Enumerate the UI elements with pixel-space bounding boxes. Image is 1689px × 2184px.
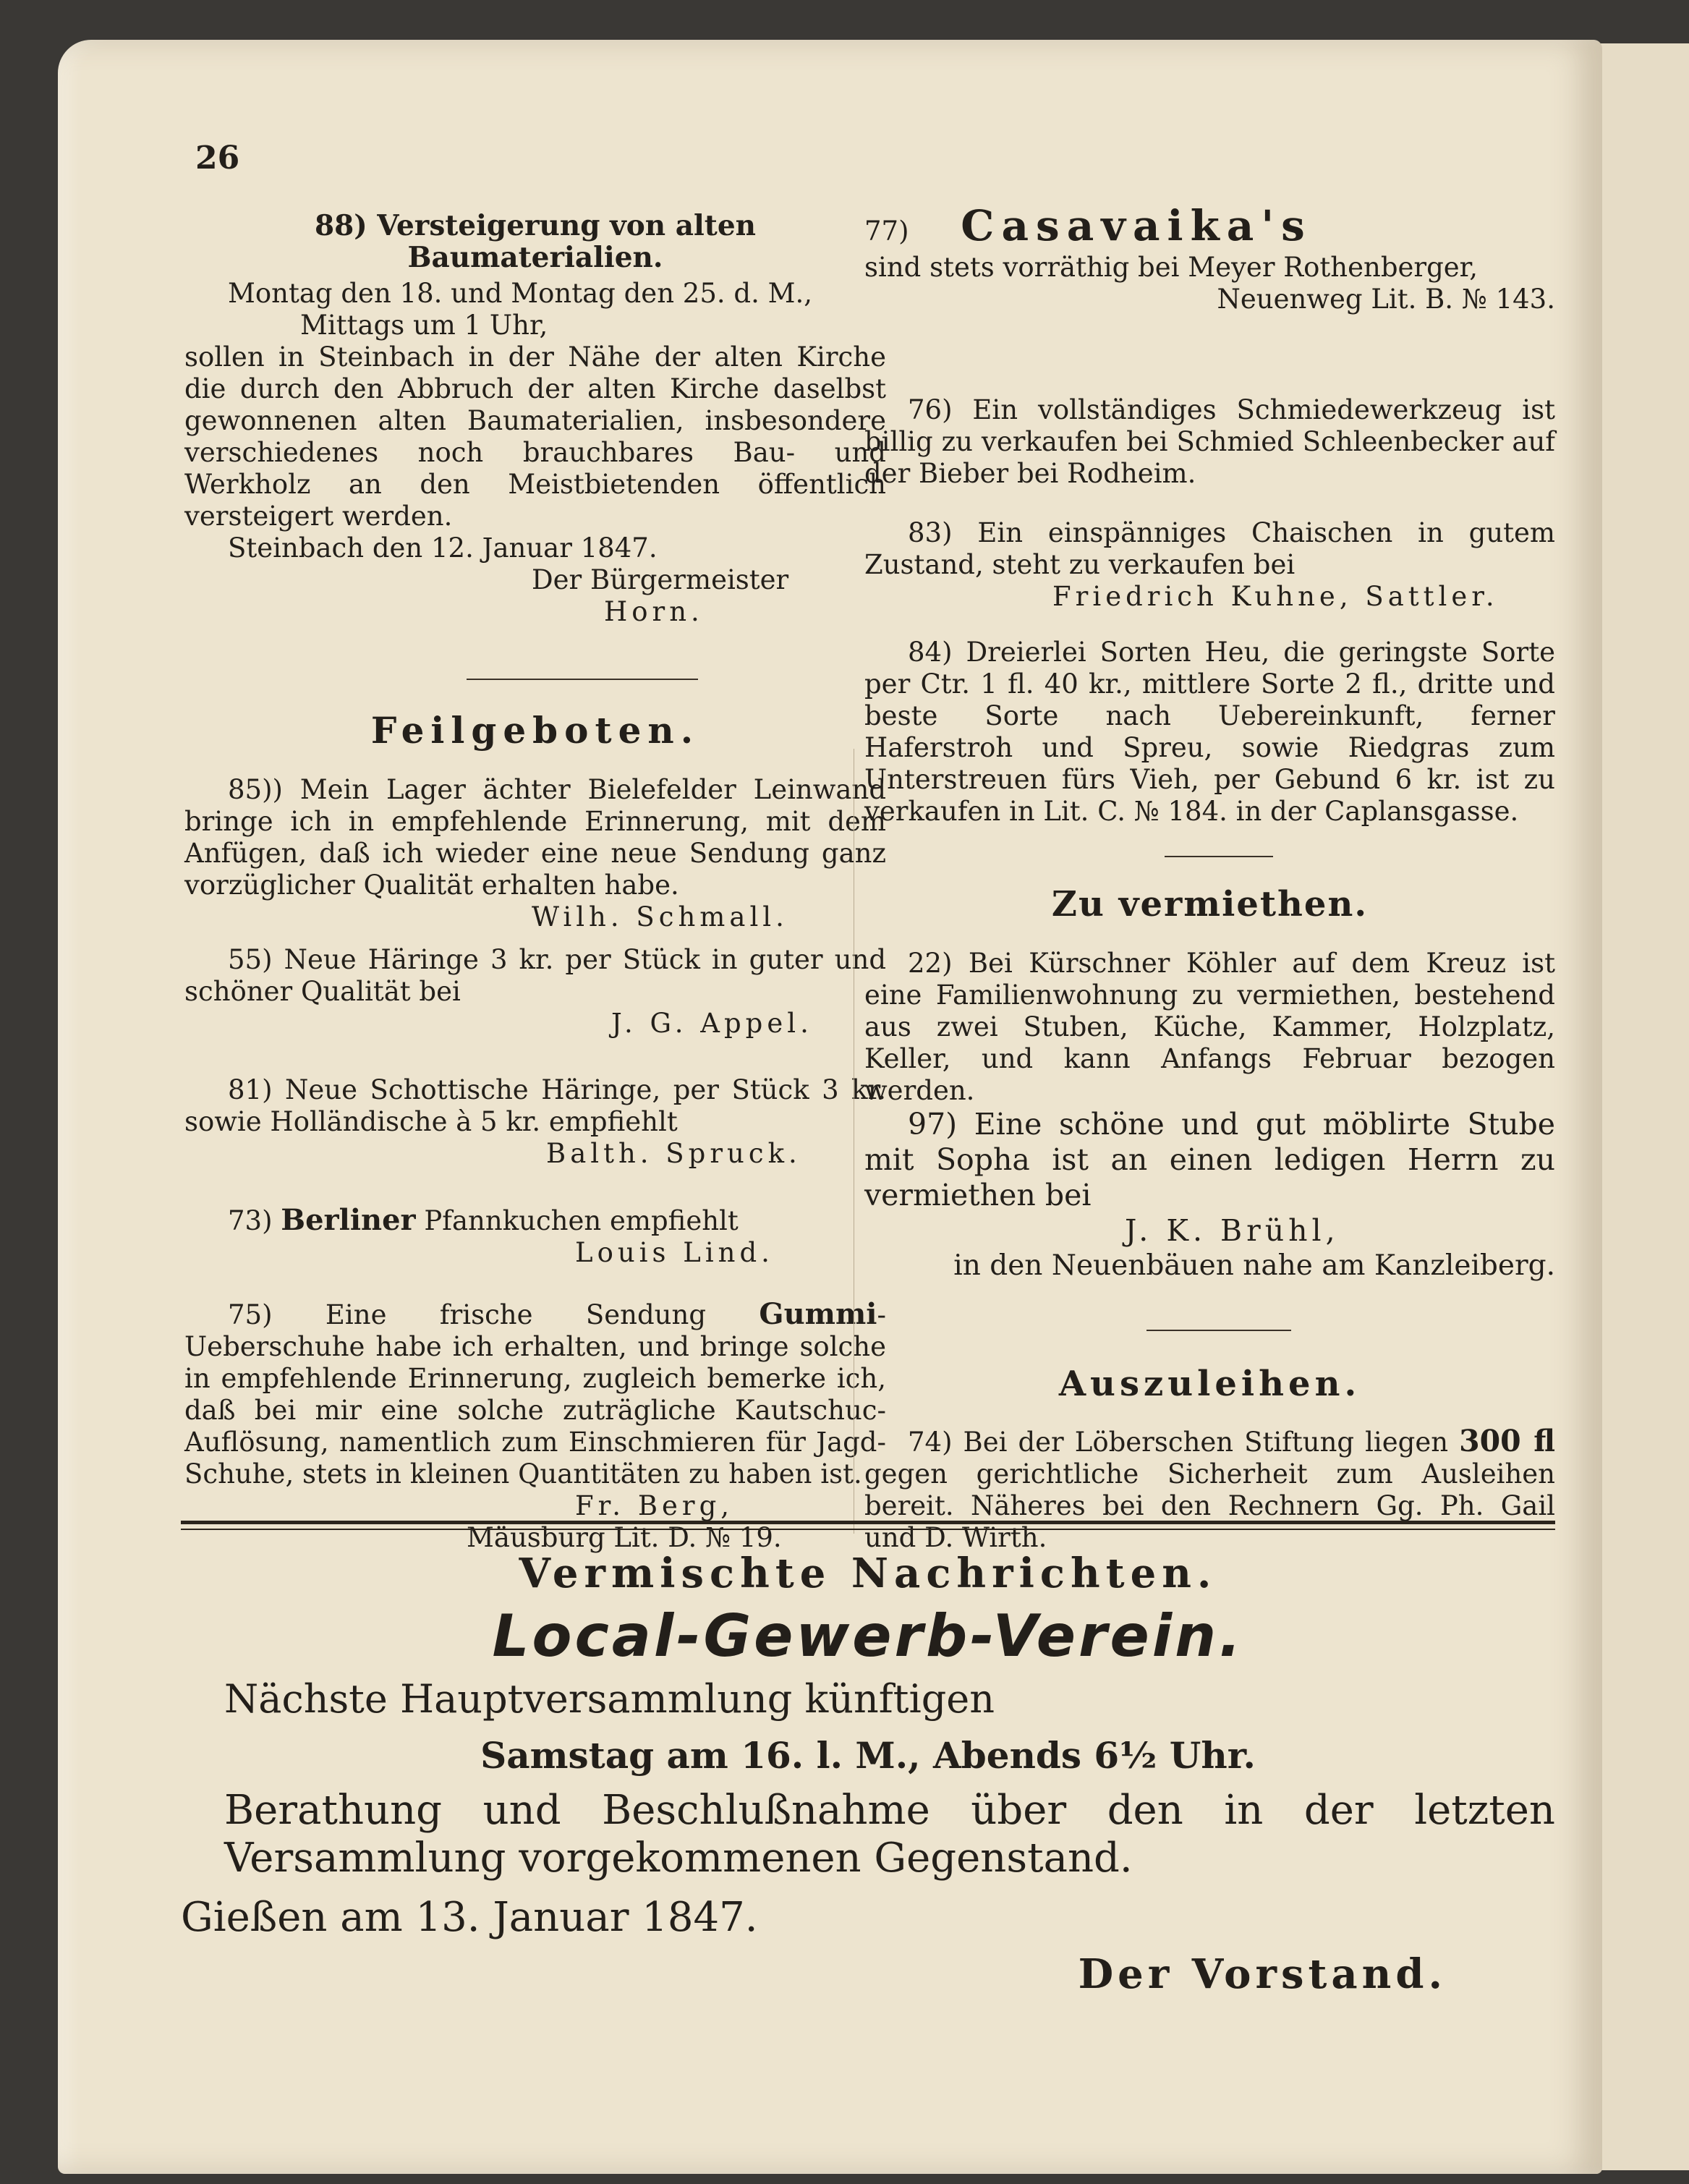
ad-55-signature: J. G. Appel. xyxy=(611,1008,813,1039)
ad-81-text: Neue Schottische Häringe, per Stück 3 kr. sowie Holländische à 5 kr. empfiehlt xyxy=(184,1074,886,1137)
ad-88-date-line1: Montag den 18. und Montag den 25. d. M., xyxy=(228,278,813,309)
divider xyxy=(1165,856,1273,857)
ad-84-text: Dreierlei Sorten Heu, die geringste Sorte per Ctr. 1 fl. 40 kr., mittlere Sorte 2 fl., dritte und beste Sorte nach Uebereinkunft, ferner Haferstroh und Spreu, sowie Riedgras zum Unterstreuen fürs Vieh, per Gebund 6 kr. ist zu verkaufen in Lit. C. № 184. in der Caplansgasse. xyxy=(864,637,1555,827)
ad-55 xyxy=(184,944,886,1040)
zu-vermiethen-heading: Zu vermiethen. xyxy=(1051,884,1369,925)
ad-22-text: Bei Kürschner Köhler auf dem Kreuz ist eine Familienwohnung zu vermiethen, bestehend aus zwei Stuben, Küche, Kammer, Holzplatz, Keller, und kann Anfangs Februar bezogen werden. xyxy=(864,948,1555,1106)
ad-81 xyxy=(184,1074,886,1170)
ad-88-name: Horn. xyxy=(604,596,704,627)
ad-22-number: 22) xyxy=(908,948,953,979)
ad-75-bold: Gummi xyxy=(759,1297,877,1331)
ad-77-title: Casavaika's xyxy=(961,201,1312,250)
ad-81-number: 81) xyxy=(228,1074,273,1105)
ad-83 xyxy=(864,517,1555,613)
ad-85-number: 85)) xyxy=(228,774,283,805)
ad-77 xyxy=(864,201,1555,315)
page-number: 26 xyxy=(195,140,240,177)
ad-75-number: 75) xyxy=(228,1299,273,1330)
right-column xyxy=(864,201,1556,1553)
ad-88-office: Der Bürgermeister xyxy=(532,564,789,595)
ad-75 xyxy=(184,1299,886,1554)
ad-77-number: 77) xyxy=(864,216,909,247)
bottom-section xyxy=(181,1548,1555,2000)
ad-83-number: 83) xyxy=(908,517,953,548)
ad-74-text-b: gegen gerichtliche Sicherheit zum Ausleihen bereit. Näheres bei den Rechnern Gg. Ph. Gail und D. Wirth. xyxy=(864,1458,1555,1553)
auszuleihen-heading: Auszuleihen. xyxy=(1058,1364,1361,1404)
ad-76-text: Ein vollständiges Schmiedewerkzeug ist billig zu verkaufen bei Schmied Schleenbecker auf der Bieber bei Rodheim. xyxy=(864,394,1555,489)
local-gewerb-verein-title: Local-Gewerb-Verein. xyxy=(492,1602,1244,1670)
ad-77-text: sind stets vorräthig bei Meyer Rothenberger, xyxy=(864,252,1479,283)
ad-83-signature: Friedrich Kuhne, Sattler. xyxy=(1052,581,1499,612)
ad-75-signature1: Fr. Berg, xyxy=(575,1490,734,1521)
ad-97 xyxy=(864,1107,1555,1283)
ad-73-number: 73) xyxy=(228,1205,273,1236)
bottom-line2: Samstag am 16. l. M., Abends 6½ Uhr. xyxy=(480,1734,1256,1777)
bottom-line1: Nächste Hauptversammlung künftigen xyxy=(224,1676,995,1722)
ad-88-date-line2: Mittags um 1 Uhr, xyxy=(300,310,548,341)
ad-77-address: Neuenweg Lit. B. № 143. xyxy=(1217,284,1555,315)
ad-88-body: sollen in Steinbach in der Nähe der alten Kirche die durch den Abbruch der alten Kirche daselbst gewonnenen alten Baumaterialien, insbesondere verschiedenes noch brauchbares Bau- und Werkholz an den Meistbietenden öffentlich versteigert werden. xyxy=(184,341,886,532)
ad-76-number: 76) xyxy=(908,394,953,425)
feilgeboten-heading: Feilgeboten. xyxy=(370,709,700,752)
ad-73 xyxy=(184,1204,886,1269)
ad-88-place-date: Steinbach den 12. Januar 1847. xyxy=(228,532,658,564)
ad-74-text-a: Bei der Löberschen Stiftung liegen xyxy=(963,1427,1449,1458)
ad-88-heading: 88) Versteigerung von alten Baumaterialien. xyxy=(314,209,756,274)
vermischte-heading: Vermischte Nachrichten. xyxy=(519,1550,1217,1597)
ad-97-signature: J. K. Brühl, xyxy=(1125,1213,1340,1248)
divider xyxy=(1146,1330,1291,1331)
ad-88 xyxy=(184,210,886,628)
newspaper-page xyxy=(58,40,1602,2174)
ad-85-text: Mein Lager ächter Bielefelder Leinwand bringe ich in empfehlende Erinnerung, mit dem Anfügen, daß ich wieder eine neue Sendung ganz vorzüglicher Qualität erhalten habe. xyxy=(184,774,887,901)
ad-22 xyxy=(864,948,1555,1107)
divider xyxy=(467,679,698,680)
ad-81-signature: Balth. Spruck. xyxy=(546,1138,801,1169)
section-rule-thin xyxy=(181,1529,1555,1530)
ad-73-text: Pfannkuchen empfiehlt xyxy=(424,1205,739,1236)
ad-73-signature: Louis Lind. xyxy=(575,1237,774,1268)
ad-74-number: 74) xyxy=(908,1427,953,1458)
ad-76 xyxy=(864,394,1555,490)
ad-97-text: Eine schöne und gut möblirte Stube mit Sopha ist an einen ledigen Herrn zu vermiethen bei xyxy=(864,1107,1555,1212)
ad-83-text: Ein einspänniges Chaischen in gutem Zustand, steht zu verkaufen bei xyxy=(864,517,1555,580)
ad-73-bold: Berliner xyxy=(281,1203,416,1237)
ad-97-number: 97) xyxy=(908,1107,958,1142)
section-rule xyxy=(181,1521,1555,1524)
ad-85 xyxy=(184,774,886,933)
ad-55-text: Neue Häringe 3 kr. per Stück in guter und schöner Qualität bei xyxy=(184,944,887,1007)
bottom-place-date: Gießen am 13. Januar 1847. xyxy=(181,1894,758,1941)
ad-84 xyxy=(864,637,1555,828)
bottom-signature: Der Vorstand. xyxy=(1078,1950,1447,1998)
ad-75-signature2: Mäusburg Lit. D. № 19. xyxy=(467,1522,782,1553)
ad-74-bold: 300 fl xyxy=(1459,1424,1556,1458)
ad-75-text-b: -Ueberschuhe habe ich erhalten, und bringe solche in empfehlende Erinnerung, zugleich bemerke ich, daß bei mir eine solche zuträgliche Kautschuc-Auflösung, namentlich zum Einschmieren für Jagd-Schuhe, stets in kleinen Quantitäten zu haben ist. xyxy=(184,1299,887,1490)
ad-75-text-a: Eine frische Sendung xyxy=(325,1299,707,1330)
ad-97-address: in den Neuenbäuen nahe am Kanzleiberg. xyxy=(953,1249,1555,1282)
ad-55-number: 55) xyxy=(228,944,273,975)
ad-84-number: 84) xyxy=(908,637,953,668)
bottom-line3: Berathung und Beschlußnahme über den in der letzten Versammlung vorgekommenen Gegenstand. xyxy=(224,1787,1555,1882)
ad-74 xyxy=(864,1425,1555,1554)
ad-85-signature: Wilh. Schmall. xyxy=(532,901,788,932)
